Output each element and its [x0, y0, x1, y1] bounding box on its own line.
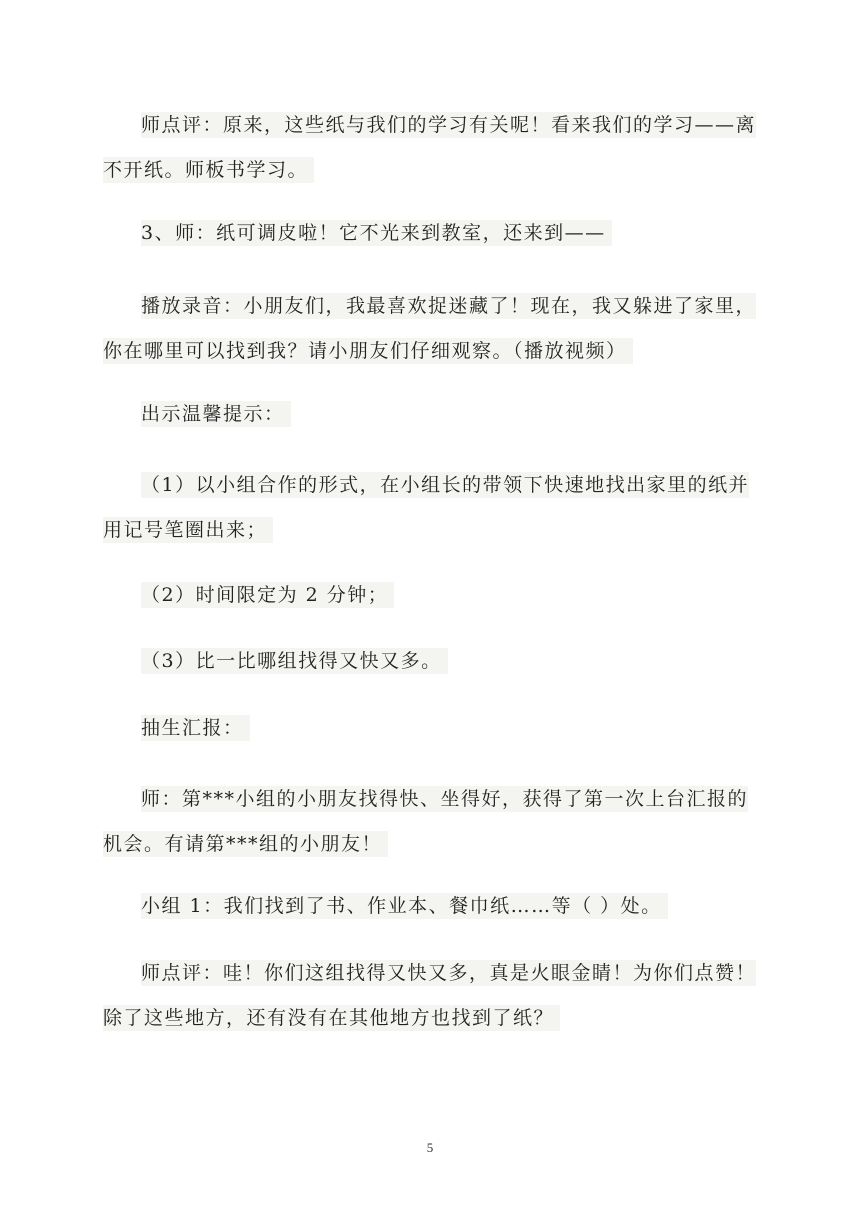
paragraph-text: 师：第***小组的小朋友找得快、坐得好，获得了第一次上台汇报的机会。有请第***组的小朋友！ [103, 788, 749, 855]
paragraph-text: 抽生汇报： [141, 715, 250, 741]
paragraph-group-1-report [103, 884, 763, 929]
paragraph-step-3 [103, 211, 763, 256]
paragraph-text: （2）时间限定为 2 分钟； [141, 582, 394, 608]
paragraph-teacher-comment-praise [103, 951, 763, 1041]
page-number: 5 [426, 1140, 434, 1155]
paragraph-text: 3、师：纸可调皮啦！它不光来到教室，还来到—— [141, 220, 612, 246]
paragraph-text: （1）以小组合作的形式，在小组长的带领下快速地找出家里的纸并用记号笔圈出来； [103, 474, 750, 541]
paragraph-play-recording [103, 284, 763, 374]
paragraph-tip-3 [103, 639, 763, 684]
paragraph-text: 播放录音：小朋友们，我最喜欢捉迷藏了！现在，我又躲进了家里，你在哪里可以找到我？请小朋友们仔细观察。（播放视频） [103, 295, 757, 362]
paragraph-teacher-invite [103, 777, 763, 867]
paragraph-tip-1 [103, 463, 763, 553]
paragraph-text: 师点评：原来，这些纸与我们的学习有关呢！看来我们的学习——离不开纸。师板书学习。 [103, 114, 757, 181]
paragraph-tip-2 [103, 573, 763, 618]
paragraph-teacher-comment-learning [103, 103, 763, 193]
paragraph-tips-heading [103, 392, 763, 437]
paragraph-text: 小组 1：我们找到了书、作业本、餐巾纸……等（ ）处。 [141, 893, 668, 919]
paragraph-report-heading [103, 706, 763, 751]
paragraph-text: 出示温馨提示： [141, 401, 291, 427]
paragraph-text: 师点评：哇！你们这组找得又快又多，真是火眼金睛！为你们点赞！除了这些地方，还有没有在其他地方也找到了纸？ [103, 962, 757, 1029]
paragraph-text: （3）比一比哪组找得又快又多。 [141, 648, 448, 674]
